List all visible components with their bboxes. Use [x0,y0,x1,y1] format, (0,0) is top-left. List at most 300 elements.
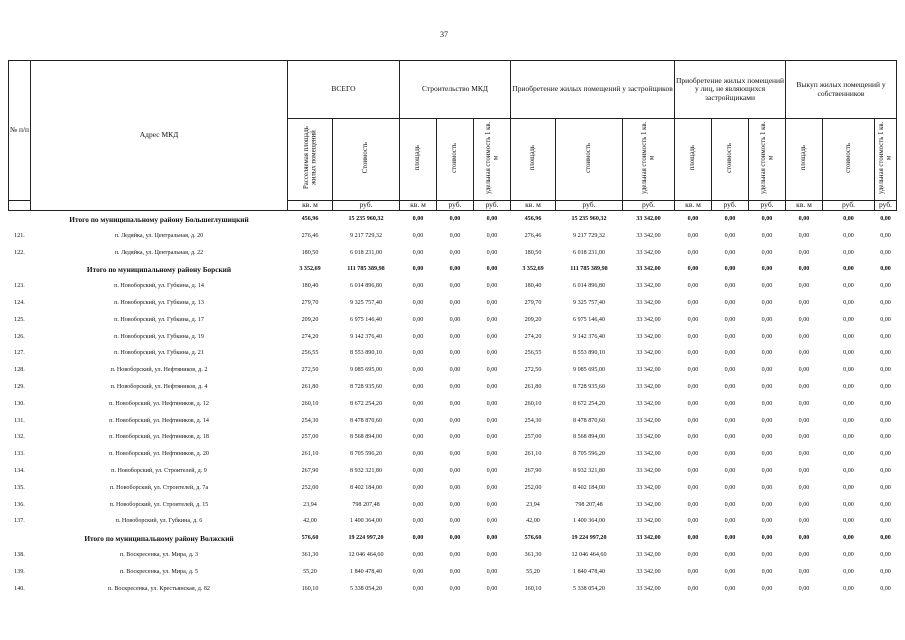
value-cell: 0,00 [761,400,773,407]
row-number: 127. [14,350,25,357]
address-header: Адрес МКД [31,61,288,211]
value-cell: 0,00 [761,383,773,390]
value-cell: 33 342,00 [636,316,661,323]
value-cell: 0,00 [761,518,773,525]
row-number: 137. [14,518,25,525]
unit-cell: кв. м [511,200,556,210]
row-number [9,530,31,547]
table-row [9,463,897,480]
value-cell: 33 342,00 [636,283,661,290]
value-cell: 9 142 376,40 [350,333,382,340]
value-cell: 0,00 [412,451,424,458]
group-header-3: Приобретение жилых помещений у лиц, не являющихся застройщиками [675,61,786,119]
value-cell: 6 975 146,40 [573,316,605,323]
table-row [9,395,897,412]
group-header-4: Выкуп жилых помещений у собственников [786,61,897,119]
value-cell: 0,00 [687,316,699,323]
sub-header [875,119,897,201]
value-cell: 0,00 [798,585,810,592]
value-cell: 209,20 [524,316,542,323]
table-header [9,61,897,211]
value-cell: 160,10 [524,585,542,592]
table-row [9,227,897,244]
value-cell: 0,00 [687,518,699,525]
value-cell: 0,00 [761,283,773,290]
value-cell: 0,00 [843,467,854,474]
value-cell: 160,10 [301,585,319,592]
value-cell: 0,00 [880,467,891,474]
value-cell: 257,00 [301,434,319,441]
table-row [9,513,897,530]
value-cell: 0,00 [761,266,773,273]
value-cell: 12 046 464,60 [348,551,384,558]
value-cell: 0,00 [761,434,773,441]
value-cell: 6 014 896,80 [573,283,605,290]
value-cell: 0,00 [687,400,699,407]
row-address: п. Новоборский, ул. Нефтяников, д. 2 [110,367,208,374]
unit-cell: кв. м [675,200,712,210]
table-row [9,311,897,328]
sub-header-label: Расселяемая площадь жилых помещений [302,126,317,190]
table-row [9,412,897,429]
row-address: п. Новоборский, ул. Губкина, д. 21 [114,350,204,357]
sub-header-label: удельная стоимость 1 кв. м [759,121,775,195]
value-cell: 8 553 890,10 [350,350,382,357]
value-cell: 0,00 [412,585,424,592]
value-cell: 8 568 894,00 [350,434,382,441]
row-number: 124. [14,300,25,306]
value-cell: 9 217 729,32 [573,232,605,239]
table-row [9,328,897,345]
sub-header-label: удельная стоимость 1 кв. м [484,121,499,195]
value-cell: 257,00 [524,434,542,441]
value-cell: 0,00 [724,434,736,441]
value-cell: 0,00 [761,249,773,256]
value-cell: 15 235 960,32 [348,216,384,223]
value-cell: 261,10 [301,451,319,458]
value-cell: 8 728 935,60 [573,383,605,390]
value-cell: 33 342,00 [636,232,661,239]
value-cell: 0,00 [880,316,891,323]
row-address: п. Новоборский, ул. Губкина, д. 17 [114,316,204,323]
value-cell: 19 224 997,20 [571,535,607,542]
value-cell: 0,00 [486,216,498,223]
value-cell: 0,00 [687,434,699,441]
row-number: 125. [14,316,25,323]
value-cell: 0,00 [798,400,810,407]
row-address: п. Новоборский, ул. Строителей, д. 9 [111,467,207,474]
value-cell: 0,00 [724,518,736,525]
value-cell: 0,00 [880,300,891,306]
value-cell: 272,50 [301,367,319,374]
value-cell: 33 342,00 [636,434,661,441]
value-cell: 0,00 [798,484,810,491]
value-cell: 0,00 [724,568,736,575]
page-number: 37 [440,30,448,39]
sub-header [786,119,823,201]
value-cell: 33 342,00 [636,266,661,273]
value-cell: 33 342,00 [636,551,661,558]
value-cell: 0,00 [880,350,891,357]
unit-cell: руб. [623,200,675,210]
value-cell: 33 342,00 [636,535,661,542]
value-cell: 0,00 [724,417,736,424]
value-cell: 576,60 [524,535,542,542]
value-cell: 0,00 [449,434,461,441]
value-cell: 0,00 [412,501,424,508]
value-cell: 8 932 321,80 [573,467,605,474]
value-cell: 0,00 [798,283,810,290]
value-cell: 0,00 [761,467,773,474]
value-cell: 33 342,00 [636,501,661,508]
unit-cell: кв. м [288,200,333,210]
unit-cell: кв. м [400,200,437,210]
value-cell: 0,00 [880,232,891,239]
value-cell: 0,00 [687,417,699,424]
value-cell: 0,00 [880,283,891,290]
value-cell: 0,00 [449,451,461,458]
value-cell: 0,00 [798,216,810,223]
value-cell: 8 728 935,60 [350,383,382,390]
value-cell: 33 342,00 [636,216,661,223]
value-cell: 0,00 [449,568,461,575]
row-address: п. Новоборский, ул. Нефтяников, д. 18 [109,434,209,441]
value-cell: 0,00 [412,283,424,290]
value-cell: 0,00 [724,350,736,357]
value-cell: 5 338 054,20 [350,585,382,592]
value-cell: 6 975 146,40 [350,316,382,323]
row-address: Итого по муниципальному району Борский [86,264,232,274]
value-cell: 0,00 [724,551,736,558]
table-row [9,563,897,580]
value-cell: 0,00 [880,535,891,542]
total-row [9,530,897,547]
sub-header-label: площадь [529,145,537,171]
value-cell: 8 932 321,80 [350,467,382,474]
value-cell: 361,30 [524,551,542,558]
value-cell: 8 672 254,20 [350,400,382,407]
value-cell: 0,00 [880,333,891,340]
value-cell: 0,00 [687,451,699,458]
unit-cell: руб. [749,200,786,210]
sub-header [333,119,400,201]
value-cell: 0,00 [798,350,810,357]
value-cell: 0,00 [798,568,810,575]
row-address: п. Новоборский, ул. Губкина, д. 14 [114,283,204,290]
sub-header-label: стоимость [726,143,734,173]
unit-cell: руб. [556,200,623,210]
sub-header [823,119,875,201]
row-address: Итого по муниципальному району Волжский [84,533,234,543]
value-cell: 33 342,00 [636,585,661,592]
value-cell: 0,00 [843,585,854,592]
value-cell: 0,00 [449,367,461,374]
value-cell: 111 785 389,98 [570,266,608,273]
value-cell: 0,00 [449,383,461,390]
value-cell: 0,00 [843,568,854,575]
value-cell: 33 342,00 [636,333,661,340]
value-cell: 0,00 [843,283,854,290]
value-cell: 0,00 [687,232,699,239]
value-cell: 0,00 [486,249,498,256]
value-cell: 256,55 [524,350,542,357]
value-cell: 274,20 [524,333,542,340]
value-cell: 0,00 [412,249,424,256]
sub-header [511,119,556,201]
value-cell: 272,50 [524,367,542,374]
value-cell: 0,00 [486,484,498,491]
value-cell: 1 400 364,00 [573,518,605,525]
table-row [9,429,897,446]
header-groups-row [9,61,897,119]
row-address: п. Новоборский, ул. Строителей, д. 7а [109,484,209,491]
value-cell: 0,00 [724,316,736,323]
value-cell: 254,30 [524,417,542,424]
value-cell: 42,00 [526,518,540,525]
value-cell: 9 085 695,00 [573,367,605,374]
value-cell: 33 342,00 [636,367,661,374]
value-cell: 279,70 [301,300,319,306]
value-cell: 0,00 [798,249,810,256]
value-cell: 3 352,69 [522,266,544,273]
value-cell: 0,00 [687,484,699,491]
group-header-1: Строительство МКД [400,61,511,119]
value-cell: 0,00 [880,518,891,525]
value-cell: 12 046 464,60 [571,551,607,558]
unit-cell: руб. [474,200,511,210]
row-address: п. Воскресенка, ул. Мира, д. 3 [119,551,199,558]
value-cell: 0,00 [798,300,810,306]
value-cell: 15 235 960,32 [571,216,607,223]
row-number: 126. [14,333,25,340]
value-cell: 276,46 [524,232,542,239]
row-number: 128. [14,367,25,374]
value-cell: 0,00 [880,501,891,508]
table-row [9,496,897,513]
value-cell: 0,00 [761,585,773,592]
value-cell: 0,00 [486,518,498,525]
row-number: 135. [14,484,25,491]
row-number: 123. [14,283,25,290]
value-cell: 0,00 [724,283,736,290]
value-cell: 0,00 [449,400,461,407]
value-cell: 33 342,00 [636,249,661,256]
table-row [9,580,897,597]
value-cell: 0,00 [724,467,736,474]
value-cell: 33 342,00 [636,300,661,306]
value-cell: 798 207,48 [575,501,603,508]
row-address: п. Новоборский, ул. Нефтяников, д. 4 [110,383,208,390]
value-cell: 260,10 [524,400,542,407]
value-cell: 33 342,00 [636,467,661,474]
row-number: 132. [14,434,25,441]
value-cell: 180,50 [524,249,542,256]
value-cell: 256,55 [301,350,319,357]
value-cell: 0,00 [724,585,736,592]
value-cell: 9 325 757,40 [573,300,605,306]
value-cell: 0,00 [486,316,498,323]
value-cell: 0,00 [449,350,461,357]
sub-header-label: стоимость [585,143,593,173]
value-cell: 0,00 [724,266,736,273]
table-body [9,210,897,597]
value-cell: 0,00 [486,434,498,441]
value-cell: 0,00 [761,216,773,223]
value-cell: 267,90 [524,467,542,474]
value-cell: 0,00 [843,383,854,390]
value-cell: 0,00 [798,417,810,424]
value-cell: 0,00 [798,535,810,542]
value-cell: 0,00 [724,535,736,542]
group-header-0: ВСЕГО [288,61,400,119]
table-row [9,379,897,396]
value-cell: 0,00 [412,568,424,575]
row-number: 139. [14,568,25,575]
value-cell: 0,00 [412,266,424,273]
unit-cell: руб. [712,200,749,210]
value-cell: 0,00 [724,451,736,458]
value-cell: 0,00 [687,266,699,273]
value-cell: 0,00 [412,551,424,558]
value-cell: 42,00 [303,518,317,525]
value-cell: 0,00 [486,535,498,542]
value-cell: 0,00 [880,484,891,491]
table-row [9,244,897,261]
value-cell: 0,00 [687,535,699,542]
sub-header [712,119,749,201]
value-cell: 0,00 [724,383,736,390]
value-cell: 0,00 [761,232,773,239]
value-cell: 0,00 [880,451,891,458]
value-cell: 261,80 [301,383,319,390]
value-cell: 0,00 [724,300,736,306]
row-number: 138. [14,551,25,558]
value-cell: 55,20 [526,568,540,575]
value-cell: 261,10 [524,451,542,458]
value-cell: 180,50 [301,249,319,256]
value-cell: 0,00 [798,451,810,458]
value-cell: 0,00 [486,283,498,290]
value-cell: 0,00 [486,266,498,273]
value-cell: 5 338 054,20 [573,585,605,592]
value-cell: 0,00 [449,518,461,525]
value-cell: 8 402 184,00 [350,484,382,491]
row-number: 131. [14,417,25,424]
value-cell: 0,00 [449,249,461,256]
value-cell: 0,00 [880,434,891,441]
value-cell: 279,70 [524,300,542,306]
value-cell: 0,00 [843,266,854,273]
value-cell: 0,00 [412,400,424,407]
value-cell: 33 342,00 [636,518,661,525]
value-cell: 111 785 389,98 [347,266,385,273]
value-cell: 0,00 [687,383,699,390]
value-cell: 0,00 [687,467,699,474]
value-cell: 0,00 [798,501,810,508]
value-cell: 180,40 [301,283,319,290]
group-header-2: Приобретение жилых помещений у застройщиков [511,61,675,119]
value-cell: 9 217 729,32 [350,232,382,239]
value-cell: 19 224 997,20 [348,535,384,542]
value-cell: 0,00 [880,367,891,374]
row-number: 129. [14,383,25,390]
value-cell: 0,00 [724,367,736,374]
sub-header [437,119,474,201]
value-cell: 0,00 [412,350,424,357]
value-cell: 0,00 [761,535,773,542]
sub-header-label: удельная стоимость 1 кв. м [641,121,656,195]
value-cell: 274,20 [301,333,319,340]
value-cell: 33 342,00 [636,350,661,357]
value-cell: 0,00 [880,568,891,575]
row-address: Итого по муниципальному району Большеглушицкий [69,214,249,224]
value-cell: 0,00 [761,484,773,491]
value-cell: 0,00 [761,568,773,575]
value-cell: 33 342,00 [636,417,661,424]
value-cell: 1 840 478,40 [573,568,605,575]
sub-header [556,119,623,201]
table-row [9,345,897,362]
value-cell: 0,00 [412,316,424,323]
value-cell: 9 085 695,00 [350,367,382,374]
value-cell: 0,00 [761,367,773,374]
value-cell: 276,46 [301,232,319,239]
num-units-cell [9,200,31,210]
sub-header-label: стоимость [844,143,852,173]
row-address: п. Новоборский, ул. Строителей, д. 15 [109,501,209,508]
value-cell: 0,00 [687,350,699,357]
value-cell: 0,00 [798,333,810,340]
value-cell: 0,00 [449,266,461,273]
value-cell: 0,00 [724,484,736,491]
value-cell: 0,00 [449,316,461,323]
value-cell: 0,00 [412,300,424,306]
total-row [9,261,897,278]
value-cell: 0,00 [761,417,773,424]
value-cell: 0,00 [687,367,699,374]
value-cell: 0,00 [486,333,498,340]
sub-header [749,119,786,201]
value-cell: 0,00 [687,568,699,575]
row-address: п. Новоборский, ул. Губкина, д. 13 [114,300,204,306]
value-cell: 180,40 [524,283,542,290]
value-cell: 0,00 [843,350,854,357]
value-cell: 0,00 [687,216,699,223]
unit-cell: кв. м [786,200,823,210]
value-cell: 0,00 [449,501,461,508]
value-cell: 3 352,69 [299,266,321,273]
row-address: п. Новоборский, ул. Губкина, д. 6 [115,518,203,525]
value-cell: 0,00 [412,467,424,474]
value-cell: 0,00 [449,283,461,290]
row-number: 121. [14,232,25,239]
value-cell: 0,00 [486,568,498,575]
row-address: п. Новоборский, ул. Нефтяников, д. 20 [109,451,209,458]
value-cell: 0,00 [687,300,699,306]
value-cell: 33 342,00 [636,400,661,407]
row-address: п. Ледяйка, ул. Центральная, д. 20 [114,232,204,239]
row-number: 133. [14,451,25,458]
value-cell: 798 207,48 [352,501,380,508]
row-number: 134. [14,467,25,474]
value-cell: 0,00 [761,501,773,508]
value-cell: 0,00 [449,216,461,223]
row-number: 122. [14,249,25,256]
table-row [9,295,897,312]
value-cell: 0,00 [449,232,461,239]
sub-header [675,119,712,201]
value-cell: 0,00 [687,249,699,256]
